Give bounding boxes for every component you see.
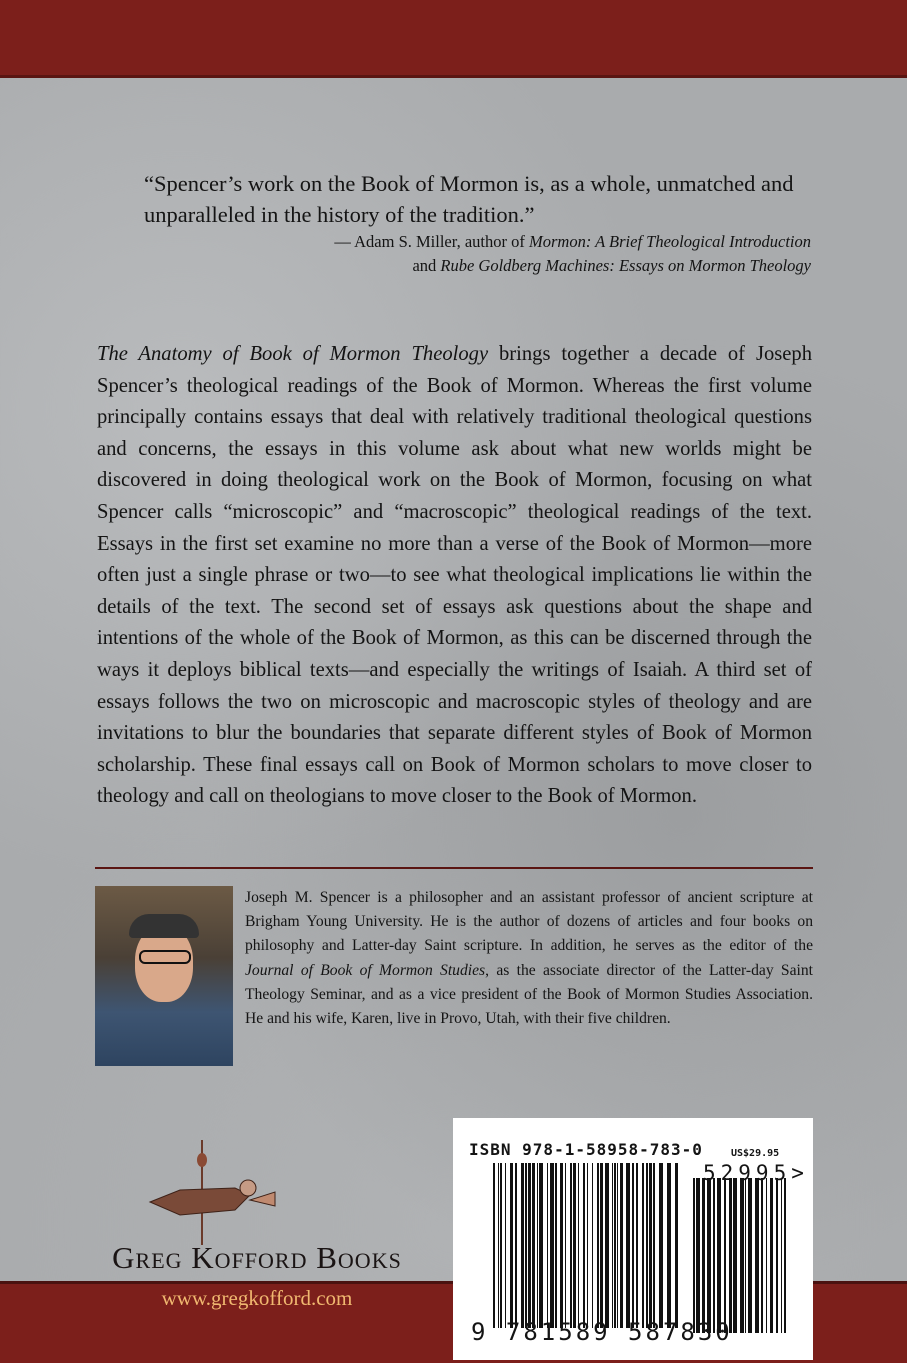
bio-text-2: , as the associate director of the Latter-day Saint Theology Seminar, and as a vice president of the Book of Mormon Studies Association. He and his wife, Karen, live in Provo, Utah, with their five children. xyxy=(245,961,813,1028)
barcode-bar xyxy=(770,1178,773,1333)
barcode-bar xyxy=(649,1163,652,1328)
quote-attribution xyxy=(334,230,811,278)
barcode-bar xyxy=(724,1178,726,1333)
barcode-bar xyxy=(500,1163,502,1328)
barcode-bar xyxy=(761,1178,763,1333)
endorsement-quote: “Spencer’s work on the Book of Mormon is, as a whole, unmatched and unparalleled in the history of the tradition.” xyxy=(144,171,794,227)
description-text: brings together a decade of Joseph Spencer’s theological readings of the Book of Mormon. Whereas the first volume principally contains essays that deal with relatively traditional theological questions and concerns, the essays in this volume ask about what new worlds might be discovered in doing theological work on the Book of Mormon, focusing on what Spencer calls “microscopic” and “macroscopic” theological readings of the text. Essays in the first set examine no more than a verse of the Book of Mormon—more often just a single phrase or two—to see what theological implications lie within the details of the text. The second set of essays ask questions about the shape and intentions of the whole of the Book of Mormon, as this can be discerned through the ways it deploys biblical texts—and especially the writings of Isaiah. A third set of essays follows the two on microscopic and macroscopic styles of theology and are invitations to blur the boundaries that separate different styles of Book of Mormon scholarship. These final essays call on Book of Mormon scholars to move closer to theology and call on theologians to move closer to the Book of Mormon. xyxy=(97,343,812,808)
barcode-bar xyxy=(614,1163,616,1328)
barcode-bar xyxy=(717,1178,721,1333)
book-description xyxy=(97,339,812,813)
barcode-bar xyxy=(547,1163,548,1328)
isbn-text: ISBN 978-1-58958-783-0 xyxy=(469,1140,703,1159)
publisher-name: Greg Kofford Books xyxy=(112,1240,402,1275)
barcode-bar xyxy=(713,1178,715,1333)
barcode-bar xyxy=(702,1178,705,1333)
bio-text-1: Joseph M. Spencer is a philosopher and an assistant professor of ancient scripture at Brigham Young University. He is the author of dozens of articles and four books on philosophy and Latter-day Saint scripture. In addition, he serves as the editor of the xyxy=(245,889,813,955)
barcode-bar xyxy=(525,1163,527,1328)
publisher-logo-angel-icon xyxy=(140,1140,280,1245)
barcode-bar xyxy=(776,1178,778,1333)
barcode-bar xyxy=(667,1163,671,1328)
barcode-bar xyxy=(555,1163,557,1328)
barcode-bar xyxy=(578,1163,579,1328)
barcode-bar xyxy=(636,1163,638,1328)
barcode-bar xyxy=(570,1163,572,1328)
barcode-bar xyxy=(605,1163,609,1328)
barcode-bar xyxy=(592,1163,593,1328)
barcode-bar xyxy=(573,1163,576,1328)
price-addon-code: 52995> xyxy=(703,1161,809,1185)
barcode-bar xyxy=(505,1163,506,1328)
barcode-bar xyxy=(675,1163,678,1328)
barcode-bar xyxy=(583,1163,585,1328)
barcode-bar xyxy=(612,1163,613,1328)
barcode-bar xyxy=(693,1178,695,1333)
divider xyxy=(95,867,813,869)
barcode-bar xyxy=(646,1163,648,1328)
bio-journal: Journal of Book of Mormon Studies xyxy=(245,961,486,979)
barcode-bar xyxy=(733,1178,737,1333)
barcode-bar xyxy=(781,1178,782,1333)
barcode-bar xyxy=(539,1163,543,1328)
barcode-bar xyxy=(532,1163,535,1328)
barcode-bar xyxy=(597,1163,599,1328)
barcode-bar xyxy=(515,1163,517,1328)
barcode-bar xyxy=(617,1163,618,1328)
barcode-bar xyxy=(560,1163,563,1328)
barcode-bar xyxy=(493,1163,495,1328)
barcode-digits: 9 781589 587830 xyxy=(471,1318,733,1346)
barcode-bar xyxy=(626,1163,630,1328)
book-title: The Anatomy of Book of Mormon Theology xyxy=(97,343,489,365)
barcode-bar xyxy=(600,1163,603,1328)
barcode-bar xyxy=(659,1163,663,1328)
isbn-barcode xyxy=(453,1118,813,1360)
barcode-bar xyxy=(707,1178,711,1333)
barcode-bar xyxy=(620,1163,623,1328)
barcode-bar xyxy=(745,1178,746,1333)
attribution-book-1: Mormon: A Brief Theological Introduction xyxy=(528,232,811,251)
barcode-bar xyxy=(766,1178,767,1333)
barcode-bar xyxy=(784,1178,786,1333)
publisher-url[interactable]: www.gregkofford.com xyxy=(161,1286,353,1310)
attribution-and: and xyxy=(412,256,441,275)
barcode-bar xyxy=(537,1163,538,1328)
attribution-book-2: Rube Goldberg Machines: Essays on Mormon Theology xyxy=(440,256,811,275)
barcode-bar xyxy=(565,1163,566,1328)
barcode-bar xyxy=(521,1163,524,1328)
barcode-bar xyxy=(642,1163,644,1328)
barcode-bar xyxy=(696,1178,700,1333)
barcode-bar xyxy=(748,1178,752,1333)
author-photo xyxy=(95,886,233,1066)
author-bio xyxy=(245,886,813,1031)
barcode-bar xyxy=(755,1178,759,1333)
barcode-bar xyxy=(729,1178,732,1333)
attribution-prefix: — Adam S. Miller, author of xyxy=(334,232,529,251)
barcode-bar xyxy=(510,1163,513,1328)
barcode-bar xyxy=(740,1178,744,1333)
barcode-bar xyxy=(528,1163,531,1328)
price-text: US$29.95 xyxy=(731,1148,780,1159)
barcode-bar xyxy=(653,1163,655,1328)
barcode-bar xyxy=(550,1163,554,1328)
barcode-bar xyxy=(632,1163,634,1328)
barcode-bar xyxy=(498,1163,499,1328)
barcode-bar xyxy=(587,1163,588,1328)
top-red-band xyxy=(0,0,907,78)
